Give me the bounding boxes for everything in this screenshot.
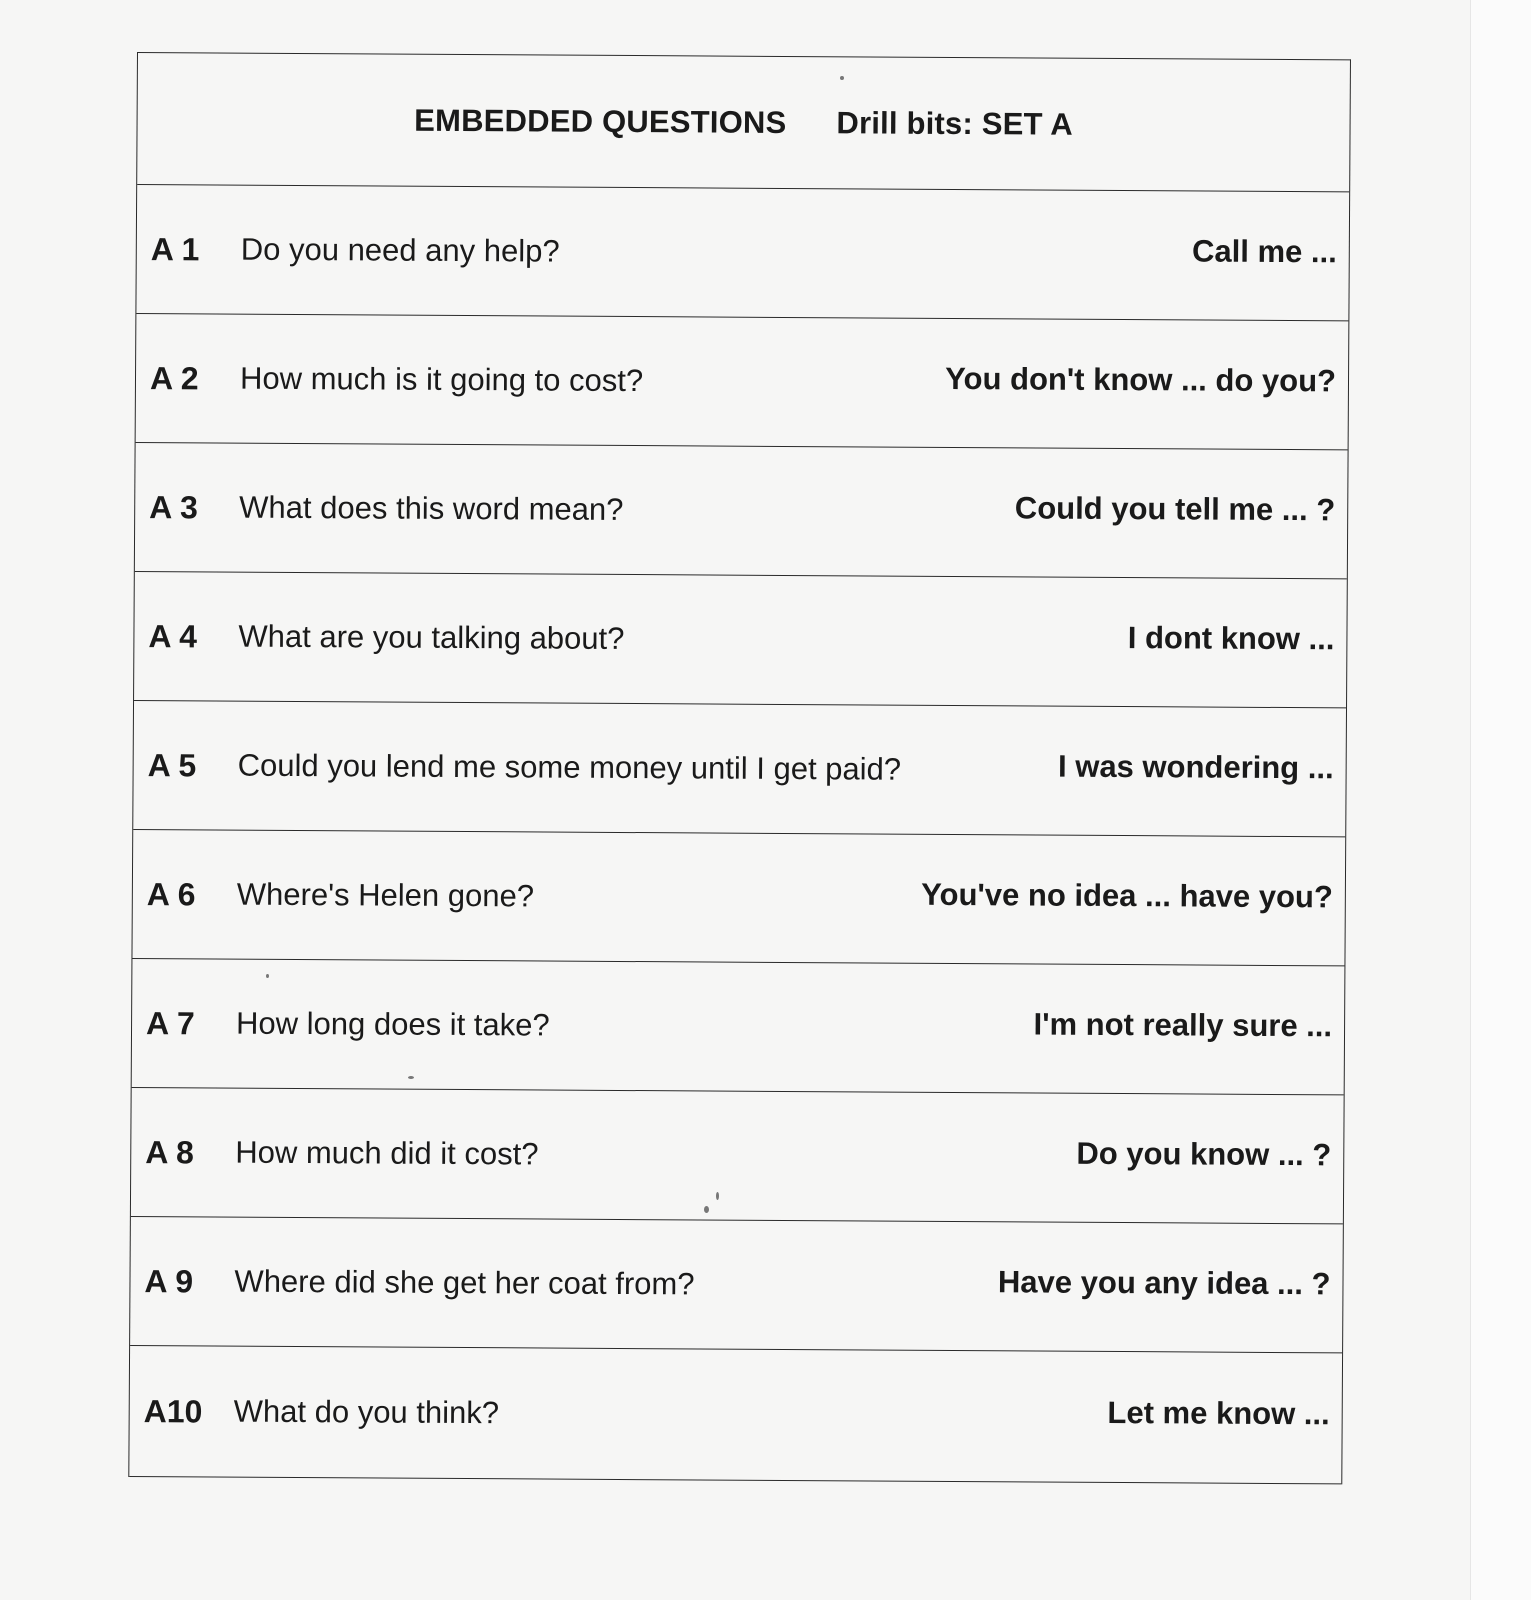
drill-question: What are you talking about? xyxy=(238,618,625,656)
worksheet-title: EMBEDDED QUESTIONS xyxy=(414,102,787,140)
print-speck xyxy=(408,1076,414,1079)
drill-row xyxy=(133,701,1346,837)
drill-row xyxy=(136,314,1349,450)
drill-prompt: Have you any idea ... ? xyxy=(997,1264,1331,1302)
drill-row xyxy=(136,185,1349,321)
drill-prompt: You don't know ... do you? xyxy=(945,360,1337,399)
drill-question: Could you lend me some money until I get paid? xyxy=(237,747,902,787)
print-speck xyxy=(840,76,844,80)
drill-question: How much is it going to cost? xyxy=(239,360,644,399)
drill-row xyxy=(132,959,1345,1095)
drill-question: Where's Helen gone? xyxy=(236,876,535,914)
worksheet-table xyxy=(128,52,1351,1484)
drill-number: A 6 xyxy=(146,875,196,912)
print-speck xyxy=(704,1206,709,1213)
drill-prompt: I was wondering ... xyxy=(1057,748,1334,786)
drill-row xyxy=(132,830,1345,966)
drill-question: How much did it cost? xyxy=(235,1134,539,1172)
drill-prompt: I dont know ... xyxy=(1127,620,1335,657)
drill-number: A 9 xyxy=(144,1262,194,1299)
drill-number: A 1 xyxy=(150,230,200,267)
drill-question: What does this word mean? xyxy=(239,489,624,527)
paper-edge xyxy=(1470,0,1531,1600)
drill-prompt: I'm not really sure ... xyxy=(1033,1006,1333,1044)
print-speck xyxy=(266,974,269,978)
drill-prompt: Call me ... xyxy=(1191,233,1337,270)
drill-row xyxy=(131,1088,1344,1224)
print-speck xyxy=(716,1192,719,1200)
drill-question: What do you think? xyxy=(233,1393,500,1431)
drill-number: A10 xyxy=(143,1392,203,1429)
drill-prompt: Do you know ... ? xyxy=(1076,1135,1332,1173)
drill-row xyxy=(129,1346,1342,1484)
drill-row xyxy=(134,572,1347,708)
drill-prompt: You've no idea ... have you? xyxy=(921,876,1333,915)
drill-number: A 8 xyxy=(145,1133,195,1170)
drill-number: A 4 xyxy=(148,617,198,654)
drill-number: A 7 xyxy=(145,1004,195,1041)
worksheet-header xyxy=(137,53,1350,192)
worksheet-subtitle: Drill bits: SET A xyxy=(836,104,1074,142)
drill-question: Do you need any help? xyxy=(240,231,560,269)
drill-row xyxy=(135,443,1348,579)
drill-number: A 5 xyxy=(147,746,197,783)
drill-number: A 3 xyxy=(149,488,198,525)
drill-prompt: Let me know ... xyxy=(1107,1394,1330,1432)
drill-question: Where did she get her coat from? xyxy=(234,1263,695,1302)
drill-number: A 2 xyxy=(149,359,199,396)
drill-prompt: Could you tell me ... ? xyxy=(1014,490,1336,528)
drill-question: How long does it take? xyxy=(235,1005,550,1043)
drill-row xyxy=(130,1217,1343,1353)
